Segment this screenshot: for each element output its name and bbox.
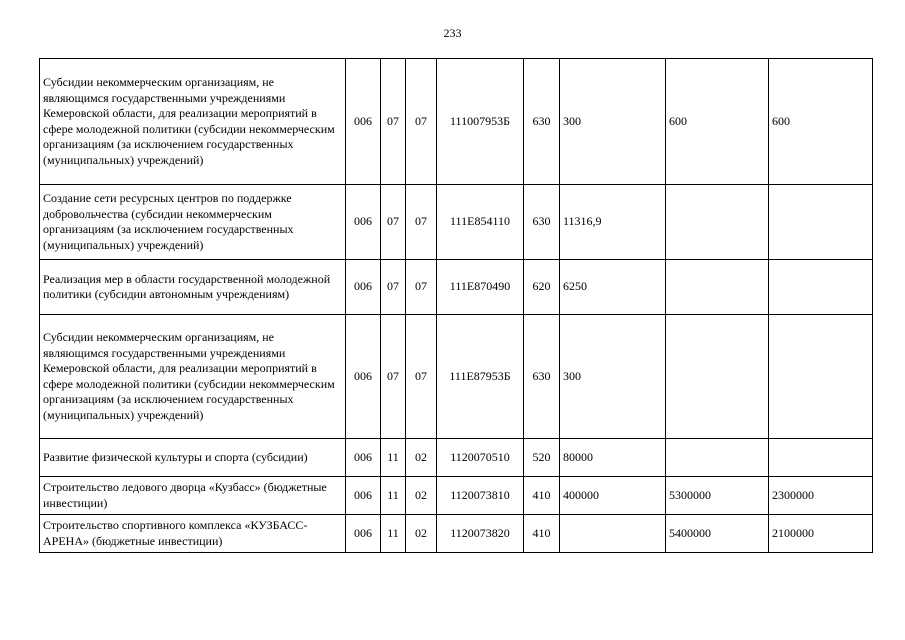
section-code: 07 <box>381 185 406 260</box>
page-number: 233 <box>443 26 462 40</box>
ministry-code: 006 <box>346 515 381 553</box>
budget-table-body <box>40 59 873 553</box>
sum-year-3 <box>769 439 873 477</box>
table-row <box>40 439 873 477</box>
sum-year-3 <box>769 315 873 439</box>
table-row <box>40 315 873 439</box>
target-code: 111E854110 <box>437 185 524 260</box>
row-name: Субсидии некоммерческим организациям, не являющимся государственными учреждениями Кемеровской области, для реализации мероприятий в сфере молодежной политики (субсидии некоммерческим организациям (за исключением государственных (муниципальных) учреждений) <box>40 315 346 439</box>
sum-year-1 <box>560 515 666 553</box>
sum-year-2 <box>666 439 769 477</box>
row-name: Развитие физической культуры и спорта (субсидии) <box>40 439 346 477</box>
target-code: 1120073810 <box>437 477 524 515</box>
expense-type-code: 410 <box>524 477 560 515</box>
sum-year-1: 300 <box>560 315 666 439</box>
sum-year-3: 2100000 <box>769 515 873 553</box>
sum-year-3: 600 <box>769 59 873 185</box>
sum-year-3 <box>769 260 873 315</box>
expense-type-code: 630 <box>524 315 560 439</box>
sum-year-1: 300 <box>560 59 666 185</box>
sum-year-1: 400000 <box>560 477 666 515</box>
ministry-code: 006 <box>346 315 381 439</box>
sum-year-2 <box>666 185 769 260</box>
section-code: 07 <box>381 260 406 315</box>
ministry-code: 006 <box>346 477 381 515</box>
table-row <box>40 185 873 260</box>
subsection-code: 07 <box>406 260 437 315</box>
section-code: 07 <box>381 315 406 439</box>
row-name: Создание сети ресурсных центров по поддержке добровольчества (субсидии некоммерческим организациям (за исключением государственных (муниципальных) учреждений) <box>40 185 346 260</box>
sum-year-3 <box>769 185 873 260</box>
row-name: Субсидии некоммерческим организациям, не являющимся государственными учреждениями Кемеровской области, для реализации мероприятий в сфере молодежной политики (субсидии некоммерческим организациям (за исключением государственных (муниципальных) учреждений) <box>40 59 346 185</box>
subsection-code: 02 <box>406 439 437 477</box>
sum-year-2 <box>666 260 769 315</box>
ministry-code: 006 <box>346 439 381 477</box>
row-name: Строительство спортивного комплекса «КУЗБАСС-АРЕНА» (бюджетные инвестиции) <box>40 515 346 553</box>
table-row <box>40 477 873 515</box>
target-code: 1120070510 <box>437 439 524 477</box>
table-row <box>40 59 873 185</box>
sum-year-3: 2300000 <box>769 477 873 515</box>
section-code: 07 <box>381 59 406 185</box>
expense-type-code: 630 <box>524 59 560 185</box>
sum-year-2: 5400000 <box>666 515 769 553</box>
expense-type-code: 520 <box>524 439 560 477</box>
budget-table <box>39 58 873 553</box>
sum-year-2 <box>666 315 769 439</box>
section-code: 11 <box>381 477 406 515</box>
ministry-code: 006 <box>346 260 381 315</box>
sum-year-2: 600 <box>666 59 769 185</box>
target-code: 111007953Б <box>437 59 524 185</box>
subsection-code: 02 <box>406 515 437 553</box>
ministry-code: 006 <box>346 59 381 185</box>
section-code: 11 <box>381 439 406 477</box>
expense-type-code: 630 <box>524 185 560 260</box>
sum-year-1: 80000 <box>560 439 666 477</box>
table-row <box>40 260 873 315</box>
expense-type-code: 620 <box>524 260 560 315</box>
row-name: Строительство ледового дворца «Кузбасс» (бюджетные инвестиции) <box>40 477 346 515</box>
sum-year-1: 6250 <box>560 260 666 315</box>
sum-year-1: 11316,9 <box>560 185 666 260</box>
subsection-code: 07 <box>406 315 437 439</box>
row-name: Реализация мер в области государственной молодежной политики (субсидии автономным учреждениям) <box>40 260 346 315</box>
section-code: 11 <box>381 515 406 553</box>
target-code: 111E87953Б <box>437 315 524 439</box>
target-code: 111E870490 <box>437 260 524 315</box>
subsection-code: 02 <box>406 477 437 515</box>
subsection-code: 07 <box>406 59 437 185</box>
target-code: 1120073820 <box>437 515 524 553</box>
sum-year-2: 5300000 <box>666 477 769 515</box>
table-row <box>40 515 873 553</box>
ministry-code: 006 <box>346 185 381 260</box>
expense-type-code: 410 <box>524 515 560 553</box>
subsection-code: 07 <box>406 185 437 260</box>
